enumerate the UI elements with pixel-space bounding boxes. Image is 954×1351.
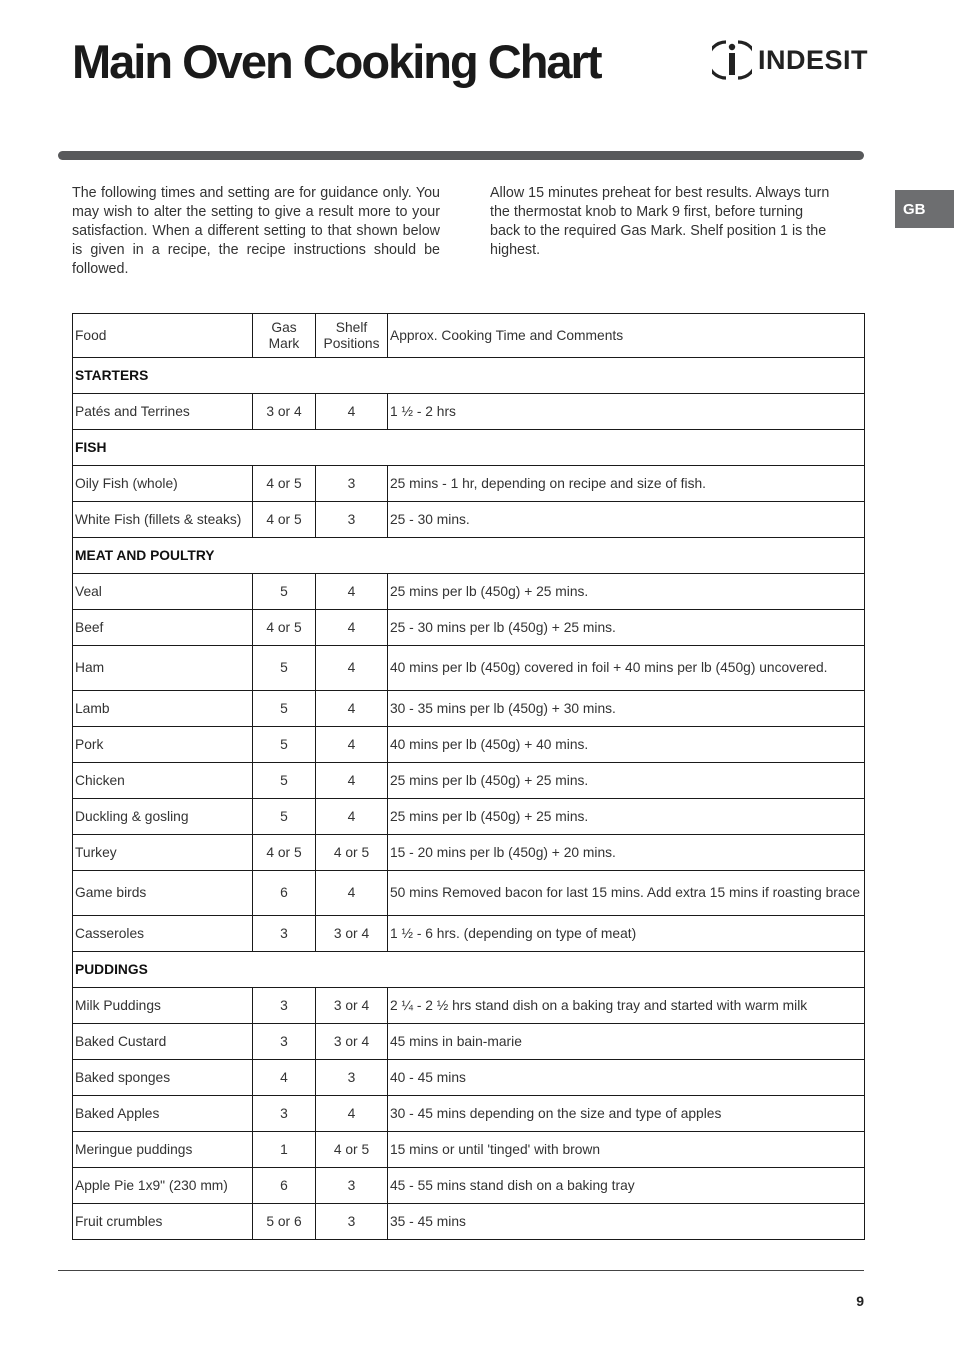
table-row [73,394,865,430]
cell-gas-mark: 3 [253,1024,316,1060]
cell-food: Pork [73,727,253,763]
cell-cooking-time: 1 ½ - 2 hrs [388,394,865,430]
cell-food: Baked Custard [73,1024,253,1060]
cell-cooking-time: 40 mins per lb (450g) covered in foil + 40 mins per lb (450g) uncovered. [388,646,865,691]
cell-shelf-position: 4 [316,610,388,646]
cell-gas-mark: 5 [253,727,316,763]
section-row [73,538,865,574]
table-row [73,916,865,952]
table-row [73,610,865,646]
cell-gas-mark: 1 [253,1132,316,1168]
cell-food: Lamb [73,691,253,727]
header-food: Food [73,314,253,358]
cell-gas-mark: 3 [253,1096,316,1132]
cell-food: Baked sponges [73,1060,253,1096]
table-row [73,871,865,916]
cell-cooking-time: 25 mins - 1 hr, depending on recipe and size of fish. [388,466,865,502]
cell-shelf-position: 4 [316,727,388,763]
cell-food: White Fish (fillets & steaks) [73,502,253,538]
cell-gas-mark: 4 or 5 [253,835,316,871]
table-row [73,799,865,835]
indesit-i-icon [712,38,752,82]
table-row [73,691,865,727]
section-row [73,358,865,394]
cell-shelf-position: 3 [316,1060,388,1096]
cell-gas-mark: 4 or 5 [253,502,316,538]
cell-gas-mark: 5 [253,799,316,835]
table-row [73,1168,865,1204]
cell-gas-mark: 5 [253,763,316,799]
cell-cooking-time: 35 - 45 mins [388,1204,865,1240]
cell-food: Chicken [73,763,253,799]
cell-gas-mark: 5 [253,691,316,727]
section-heading: FISH [73,430,865,466]
cell-food: Turkey [73,835,253,871]
table-row [73,1132,865,1168]
table-row [73,1024,865,1060]
cooking-chart-table [72,313,865,1240]
cell-cooking-time: 30 - 35 mins per lb (450g) + 30 mins. [388,691,865,727]
cell-shelf-position: 3 [316,502,388,538]
footer-divider [58,1270,864,1271]
cell-cooking-time: 45 - 55 mins stand dish on a baking tray [388,1168,865,1204]
cell-food: Apple Pie 1x9" (230 mm) [73,1168,253,1204]
cell-food: Veal [73,574,253,610]
header-gas-mark: Gas Mark [253,314,316,358]
cell-cooking-time: 15 - 20 mins per lb (450g) + 20 mins. [388,835,865,871]
table-row [73,466,865,502]
intro-guidance-text: The following times and setting are for guidance only. You may wish to alter the setting to give a result more to your satisfaction. When a different setting to that shown below is given in a recipe, the recipe instructions should be followed. [72,185,440,277]
section-row [73,952,865,988]
brand-name: INDESIT [758,44,869,75]
cell-gas-mark: 4 or 5 [253,610,316,646]
cell-shelf-position: 4 or 5 [316,1132,388,1168]
section-heading: STARTERS [73,358,865,394]
cell-cooking-time: 40 mins per lb (450g) + 40 mins. [388,727,865,763]
cell-food: Fruit crumbles [73,1204,253,1240]
cell-shelf-position: 4 [316,394,388,430]
cell-gas-mark: 3 [253,916,316,952]
intro-preheat-text: Allow 15 minutes preheat for best results. Always turn the thermostat knob to Mark 9 first, before turning back to the required Gas Mark. Shelf position 1 is the highest. [490,185,830,258]
cell-shelf-position: 3 [316,1168,388,1204]
cell-cooking-time: 30 - 45 mins depending on the size and type of apples [388,1096,865,1132]
table-header-row [73,314,865,358]
cell-food: Patés and Terrines [73,394,253,430]
cell-food: Ham [73,646,253,691]
table-row [73,1060,865,1096]
table-row [73,988,865,1024]
cell-gas-mark: 4 or 5 [253,466,316,502]
cell-gas-mark: 6 [253,1168,316,1204]
cell-cooking-time: 45 mins in bain-marie [388,1024,865,1060]
cell-shelf-position: 3 or 4 [316,1024,388,1060]
cell-shelf-position: 4 [316,574,388,610]
cell-gas-mark: 3 [253,988,316,1024]
cell-shelf-position: 4 [316,646,388,691]
cell-gas-mark: 6 [253,871,316,916]
cell-cooking-time: 50 mins Removed bacon for last 15 mins. Add extra 15 mins if roasting brace [388,871,865,916]
cell-shelf-position: 3 [316,466,388,502]
section-heading: MEAT AND POULTRY [73,538,865,574]
table-row [73,727,865,763]
cell-cooking-time: 1 ½ - 6 hrs. (depending on type of meat) [388,916,865,952]
cell-food: Milk Puddings [73,988,253,1024]
cell-shelf-position: 4 [316,871,388,916]
brand-logo [712,38,868,82]
section-heading: PUDDINGS [73,952,865,988]
cell-food: Oily Fish (whole) [73,466,253,502]
cell-cooking-time: 25 mins per lb (450g) + 25 mins. [388,763,865,799]
region-tab: GB [895,190,954,228]
cell-gas-mark: 3 or 4 [253,394,316,430]
cell-cooking-time: 25 - 30 mins per lb (450g) + 25 mins. [388,610,865,646]
table-row [73,1204,865,1240]
cell-cooking-time: 25 - 30 mins. [388,502,865,538]
page-number: 9 [856,1293,864,1309]
cell-cooking-time: 25 mins per lb (450g) + 25 mins. [388,799,865,835]
cell-food: Meringue puddings [73,1132,253,1168]
header-shelf-positions: Shelf Positions [316,314,388,358]
table-row [73,646,865,691]
cell-shelf-position: 3 [316,1204,388,1240]
header-divider [58,151,864,160]
cell-gas-mark: 5 [253,574,316,610]
cell-food: Casseroles [73,916,253,952]
cell-shelf-position: 3 or 4 [316,988,388,1024]
cell-shelf-position: 3 or 4 [316,916,388,952]
cell-cooking-time: 25 mins per lb (450g) + 25 mins. [388,574,865,610]
table-row [73,1096,865,1132]
cell-food: Beef [73,610,253,646]
cell-gas-mark: 5 or 6 [253,1204,316,1240]
table-row [73,763,865,799]
cell-cooking-time: 15 mins or until 'tinged' with brown [388,1132,865,1168]
cell-shelf-position: 4 [316,691,388,727]
header-cooking-time: Approx. Cooking Time and Comments [388,314,865,358]
cell-cooking-time: 2 ¼ - 2 ½ hrs stand dish on a baking tray and started with warm milk [388,988,865,1024]
cell-shelf-position: 4 [316,1096,388,1132]
cell-gas-mark: 4 [253,1060,316,1096]
page-title: Main Oven Cooking Chart [72,35,601,88]
cell-food: Baked Apples [73,1096,253,1132]
table-row [73,502,865,538]
section-row [73,430,865,466]
cell-cooking-time: 40 - 45 mins [388,1060,865,1096]
cell-shelf-position: 4 [316,763,388,799]
table-row [73,835,865,871]
cell-food: Duckling & gosling [73,799,253,835]
table-row [73,574,865,610]
cell-shelf-position: 4 or 5 [316,835,388,871]
cell-shelf-position: 4 [316,799,388,835]
cell-gas-mark: 5 [253,646,316,691]
cell-food: Game birds [73,871,253,916]
